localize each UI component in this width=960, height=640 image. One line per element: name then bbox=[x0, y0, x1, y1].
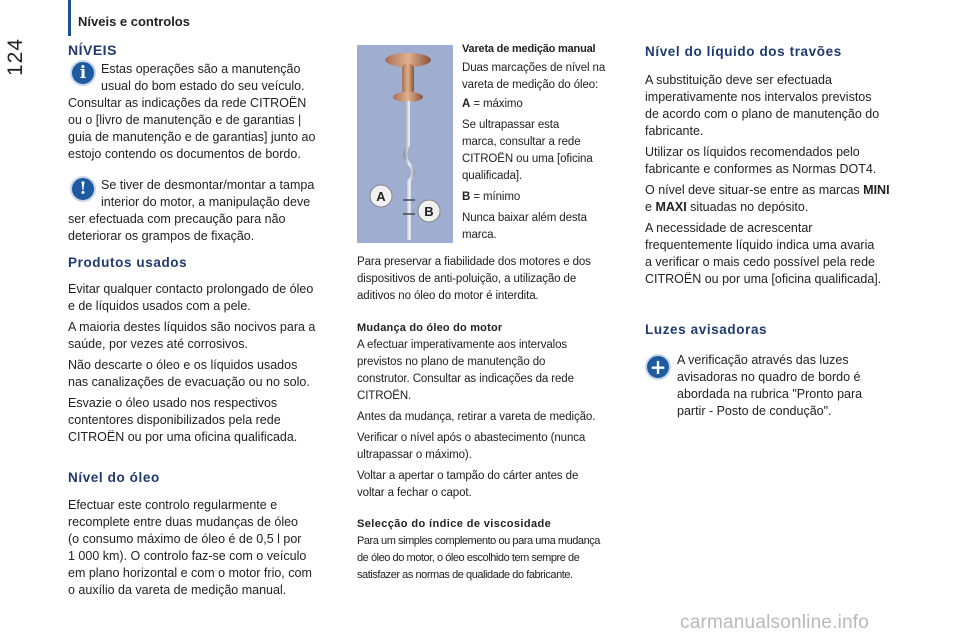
travoes-heading: Nível do líquido dos travões bbox=[645, 44, 842, 59]
dipstick-icon bbox=[357, 45, 453, 243]
produtos-body: Evitar qualquer contacto prolongado de óleo e de líquidos usados com a pele. A maioria destes líquidos são nocivos para a saúde, por vezes até corrosivos. Não descarte o óleo e os líquidos usados nas canalizações de evacuação ou no solo. Esvazie o óleo usado nos respectivos contentores disponibilizados pela rede CITROËN ou por uma oficina qualificada. bbox=[68, 282, 316, 444]
oleo-heading: Nível do óleo bbox=[68, 470, 160, 485]
luzes-heading: Luzes avisadoras bbox=[645, 322, 768, 337]
watermark: carmanualsonline.info bbox=[680, 612, 870, 633]
dipstick-illustration bbox=[357, 45, 453, 243]
left-column bbox=[68, 42, 348, 58]
warning-text-body: ser efectuada com precaução para não deteriorar os grampos de fixação. bbox=[68, 212, 286, 243]
seleccao-heading: Selecção do índice de viscosidade bbox=[357, 518, 552, 530]
label-a-text: A bbox=[376, 189, 386, 204]
info-text-body: Consultar as indicações da rede CITROËN ou o [livro de manutenção e de garantias | guia de manutenção e de garantias] junto ao estojo contendo os documentos de bordo. bbox=[68, 96, 316, 161]
warning-icon: ! bbox=[70, 176, 96, 202]
produtos-heading: Produtos usados bbox=[68, 255, 188, 270]
luzes-body: A verificação através das luzes avisadoras no quadro de bordo é abordada na rubrica "Pronto para partir - Posto de condução". bbox=[677, 353, 863, 418]
warning-text-indent: Se tiver de desmontar/montar a tampa interior do motor, a manipulação deve bbox=[101, 178, 315, 209]
page-header-title: Níveis e controlos bbox=[78, 14, 190, 29]
header-accent-bar bbox=[68, 0, 71, 36]
dipstick-collar bbox=[393, 92, 423, 102]
mudanca-block: Mudança do óleo do motor A efectuar imperativamente aos intervalos previstos no plano de manutenção do construtor. Consultar as indicações da rede CITROËN. Antes da mudança, retirar a vareta de medição. Verificar o nível após o abastecimento (nunca ultrapassar o máximo). Voltar a apertar o tampão do cárter antes de voltar a fechar o capot. bbox=[357, 322, 637, 502]
plus-icon: + bbox=[645, 354, 671, 380]
info-text-indent: Estas operações são a manutenção usual do bom estado do seu veículo. bbox=[101, 62, 305, 93]
oleo-body: Efectuar este controlo regularmente e recomplete entre duas mudanças de óleo (o consumo máximo de óleo é de 0,5 l por 1 000 km). O controlo faz-se com o veículo em plano horizontal e com o motor frio, com o auxílio da vareta de medição manual. bbox=[68, 498, 312, 597]
preservar-paragraph: Para preservar a fiabilidade dos motores e dos dispositivos de anti-poluição, a utilização de aditivos no óleo do motor é interdita. bbox=[357, 256, 591, 302]
info-icon: i bbox=[70, 60, 96, 86]
vareta-block: Vareta de medição manual Duas marcações de nível na vareta de medição do óleo: A = máximo Se ultrapassar esta marca, consultar a rede CITROËN ou uma [oficina qualificada]. B = mínimo Nunca baixar além desta marca. bbox=[462, 43, 634, 244]
vareta-heading: Vareta de medição manual bbox=[462, 43, 596, 55]
dipstick-handle bbox=[402, 64, 414, 94]
mudanca-heading: Mudança do óleo do motor bbox=[357, 322, 503, 334]
page-number: 124 bbox=[4, 37, 27, 76]
travoes-body: A substituição deve ser efectuada imperativamente nos intervalos previstos de acordo com o plano de manutenção do fabricante. Utilizar os líquidos recomendados pelo fabricante e conformes as Normas DOT4. O nível deve situar-se entre as marcas MINI e MAXI situadas no depósito. A necessidade de acrescentar frequentemente líquido indica uma avaria a verificar o mais cedo possível pela rede CITROËN ou por uma [oficina qualificada]. bbox=[645, 73, 890, 286]
dipstick-rod bbox=[403, 101, 415, 240]
seleccao-block: Selecção do índice de viscosidade Para um simples complemento ou para uma mudança de óleo do motor, o óleo escolhido tem sempre de satisfazer as normas de qualidade do fabricante. bbox=[357, 518, 637, 584]
label-b-text: B bbox=[424, 204, 434, 219]
niveis-heading: NÍVEIS bbox=[68, 42, 117, 58]
